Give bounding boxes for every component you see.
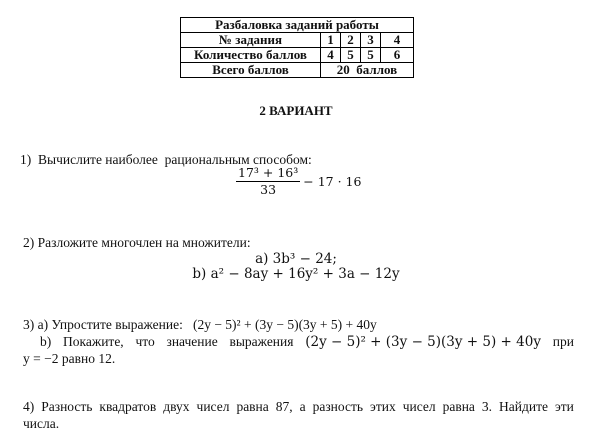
points-cell: 4 bbox=[321, 48, 341, 63]
score-table bbox=[180, 17, 414, 78]
task3-part-b-end: y = −2 равно 12. bbox=[23, 351, 116, 366]
task1-formula-rest: − 17 · 16 bbox=[303, 173, 362, 189]
task4-word: а bbox=[299, 399, 306, 414]
task1-denominator: 33 bbox=[260, 182, 277, 197]
points-cell: 6 bbox=[381, 48, 414, 63]
task4-word: чисел bbox=[196, 399, 230, 414]
task3-b-word: выражения bbox=[229, 334, 294, 349]
task4-word: разность bbox=[312, 399, 364, 414]
variant-title: 2 ВАРИАНТ bbox=[259, 103, 333, 118]
task4-word: равна bbox=[442, 399, 475, 414]
task3-part-b bbox=[40, 334, 574, 350]
task1-formula bbox=[236, 166, 361, 197]
total-value: 20 баллов bbox=[321, 63, 414, 78]
task4-word: Разность bbox=[41, 399, 93, 414]
task2-text: 2) Разложите многочлен на множители: bbox=[23, 235, 251, 250]
task4-word: 3. bbox=[481, 399, 493, 414]
points-cell: 5 bbox=[341, 48, 361, 63]
points-cell: 5 bbox=[361, 48, 381, 63]
score-table-row-points bbox=[181, 48, 414, 63]
task-number-cell: 4 bbox=[381, 33, 414, 48]
task3-b-word: Покажите, bbox=[63, 334, 124, 349]
task-number-cell: 2 bbox=[341, 33, 361, 48]
points-label: Количество баллов bbox=[181, 48, 321, 63]
task3-part-a: 3) а) Упростите выражение: (2y − 5)² + (3y − 5)(3y + 5) + 40y bbox=[23, 317, 377, 332]
total-label: Всего баллов bbox=[181, 63, 321, 78]
task3-b-expression: (2y − 5)² + (3y − 5)(3y + 5) + 40y bbox=[305, 334, 541, 350]
task4-word: эти bbox=[554, 399, 574, 414]
score-table-row-task-numbers bbox=[181, 33, 414, 48]
task3-b-word: что bbox=[135, 334, 155, 349]
task4-line2: числа. bbox=[23, 416, 60, 431]
task4-word: Найдите bbox=[499, 399, 548, 414]
task4-line1 bbox=[23, 399, 574, 415]
task4-word: чисел bbox=[402, 399, 436, 414]
task3-b-word: b) bbox=[40, 334, 52, 349]
score-table-row-total bbox=[181, 63, 414, 78]
task-number-cell: 3 bbox=[361, 33, 381, 48]
task4-word: равна bbox=[236, 399, 269, 414]
task3-b-word: значение bbox=[166, 334, 218, 349]
task1-fraction bbox=[236, 166, 300, 197]
task1-numerator: 17³ + 16³ bbox=[238, 165, 299, 180]
task2-part-b: b) a² − 8ay + 16y² + 3a − 12y bbox=[192, 266, 400, 282]
score-table-title-row bbox=[181, 18, 414, 33]
task4-word: квадратов bbox=[99, 399, 157, 414]
task4-word: 87, bbox=[275, 399, 293, 414]
task-number-cell: 1 bbox=[321, 33, 341, 48]
task2-part-a: а) 3b³ − 24; bbox=[255, 251, 337, 267]
task4-word: этих bbox=[370, 399, 396, 414]
task3-b-word: при bbox=[552, 334, 574, 349]
task4-word: 4) bbox=[23, 399, 35, 414]
score-table-title: Разбаловка заданий работы bbox=[181, 18, 414, 33]
task1-text: 1) Вычислите наиболее рациональным способом: bbox=[20, 152, 312, 167]
task-number-label: № задания bbox=[181, 33, 321, 48]
task4-word: двух bbox=[163, 399, 190, 414]
